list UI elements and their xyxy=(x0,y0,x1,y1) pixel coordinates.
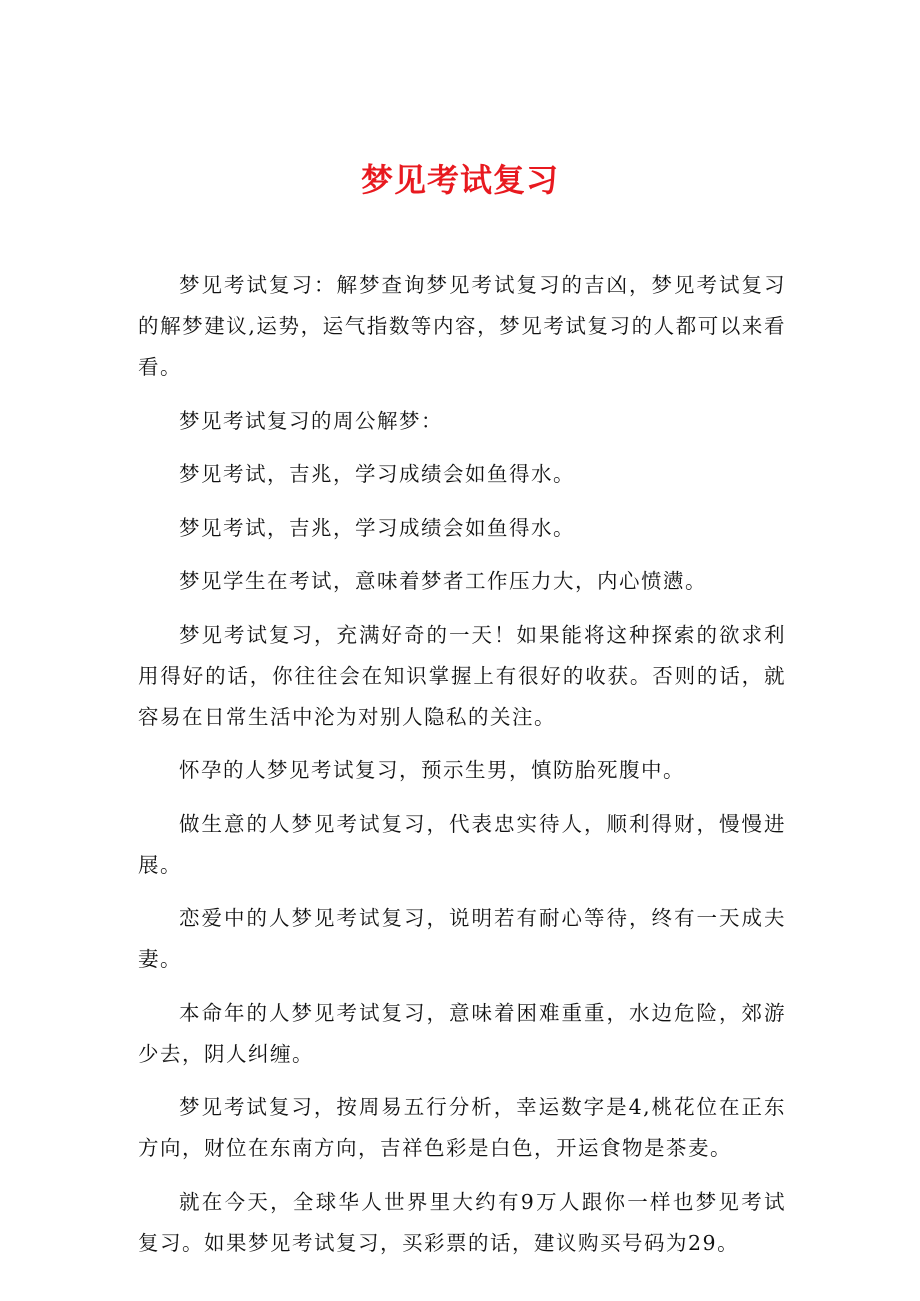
paragraph: 梦见考试，吉兆，学习成绩会如鱼得水。 xyxy=(179,462,575,486)
paragraph-intro: 梦见考试复习：解梦查询梦见考试复习的吉凶，梦见考试复习的解梦建议,运势，运气指数等内容，梦见考试复习的人都可以来看看。 xyxy=(138,273,786,379)
paragraph: 梦见考试，吉兆，学习成绩会如鱼得水。 xyxy=(179,515,575,540)
paragraph: 就在今天，全球华人世界里大约有9万人跟你一样也梦见考试复习。如果梦见考试复习，买彩票的话，建议购买号码为29。 xyxy=(138,1189,786,1255)
paragraph-zhougong-heading: 梦见考试复习的周公解梦： xyxy=(179,408,443,433)
paragraph: 怀孕的人梦见考试复习，预示生男，慎防胎死腹中。 xyxy=(179,758,685,782)
paragraph: 本命年的人梦见考试复习，意味着困难重重，水边危险，郊游少去，阴人纠缠。 xyxy=(138,1000,786,1066)
paragraph: 恋爱中的人梦见考试复习，说明若有耐心等待，终有一天成夫妻。 xyxy=(138,906,786,971)
paragraph: 梦见考试复习，按周易五行分析，幸运数字是4,桃花位在正东方向，财位在东南方向，吉祥色彩是白色，开运食物是茶麦。 xyxy=(138,1095,786,1160)
page-title: 梦见考试复习 xyxy=(360,161,559,199)
article-body xyxy=(138,265,786,1276)
paragraph: 梦见考试复习，充满好奇的一天！如果能将这种探索的欲求利用得好的话，你往往会在知识掌握上有很好的收获。否则的话，就容易在日常生活中沦为对别人隐私的关注。 xyxy=(138,622,786,729)
paragraph: 做生意的人梦见考试复习，代表忠实待人，顺利得财，慢慢进展。 xyxy=(138,811,786,877)
paragraph: 梦见学生在考试，意味着梦者工作压力大，内心愤懑。 xyxy=(179,569,707,593)
